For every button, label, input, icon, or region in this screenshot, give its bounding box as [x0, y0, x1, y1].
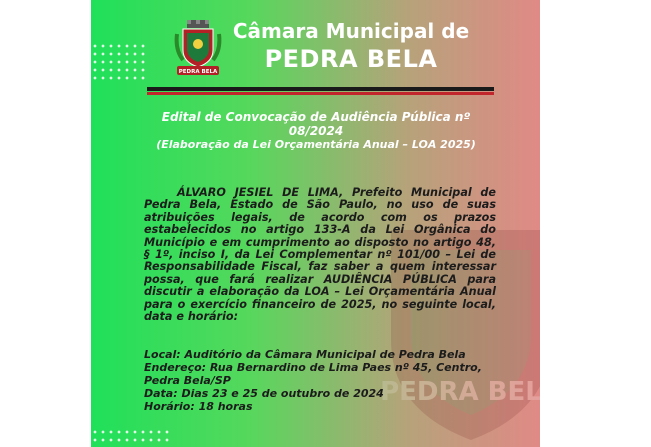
divider-black	[147, 87, 494, 91]
event-time: Horário: 18 horas	[144, 400, 253, 413]
watermark-banner-text: PEDRA BELA	[380, 377, 562, 407]
notice-poster	[91, 0, 562, 447]
event-location: Local: Auditório da Câmara Municipal de Pedra Bela	[144, 348, 466, 361]
event-address: Endereço: Rua Bernardino de Lima Paes nº 45, Centro,	[144, 361, 482, 374]
notice-body: ÁLVARO JESIEL DE LIMA, Prefeito Municipal de Pedra Bela, Estado de São Paulo, no uso de suas atribuições legais, de acordo com os prazos estabelecidos no artigo 133-A da Lei Orgânica do Município e em cumprimento ao disposto no artigo 48, § 1º, inciso I, da Lei Complementar nº 101/00 – Lei de Responsabilidade Fiscal, faz saber a quem interessar possa, que fará realizar AUDIÊNCIA PÚBLICA para discutir a elaboração da LOA – Lei Orçamentária Anual para o exercício financeiro de 2025, no seguinte local, data e horário:	[144, 186, 496, 324]
event-date: Data: Dias 23 e 25 de outubro de 2024	[144, 387, 384, 400]
notice-subheading: (Elaboração da Lei Orçamentária Anual – LOA 2025)	[156, 138, 476, 151]
divider-red	[147, 92, 494, 95]
header-title-line2: PEDRA BELA	[264, 45, 438, 73]
decorative-dots-top	[91, 42, 147, 82]
header-title-line1: Câmara Municipal de	[232, 19, 470, 43]
crest-banner-text: PEDRA BELA	[178, 69, 218, 75]
event-details	[144, 348, 504, 413]
decorative-dots-bottom	[91, 428, 171, 444]
event-city: Pedra Bela/SP	[144, 374, 231, 387]
notice-heading: Edital de Convocação de Audiência Pública nº 08/2024	[161, 110, 471, 138]
coat-of-arms-logo	[173, 18, 223, 78]
